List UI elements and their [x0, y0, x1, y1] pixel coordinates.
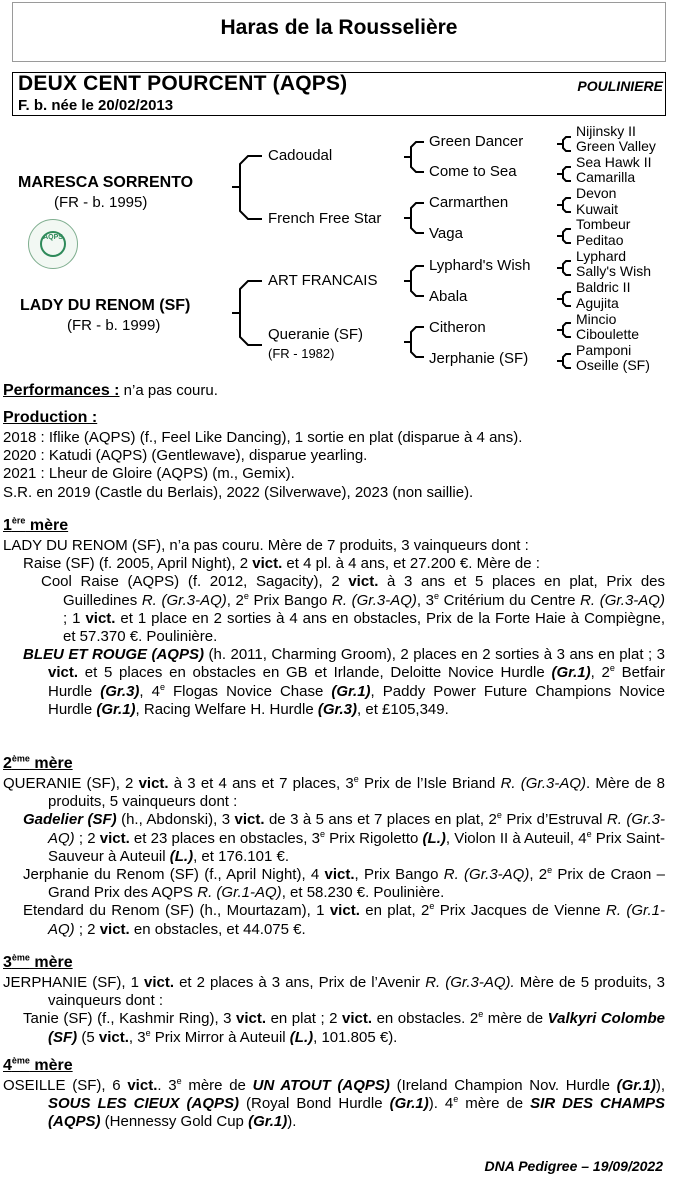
section-mere1-title: 1ère mère — [3, 515, 69, 534]
section-mere4-title: 4ème mère — [3, 1055, 73, 1074]
bracket-queranie — [411, 327, 424, 357]
gen4-14: Ciboulette — [576, 326, 640, 342]
production-line: 2020 : Katudi (AQPS) (Gentlewave), disparue yearling. — [3, 447, 368, 465]
gen4-2: Green Valley — [576, 138, 656, 154]
mere2-queranie: QUERANIE (SF), 2 vict. à 3 et 4 ans et 7 places, 3e Prix de l’Isle Briand R. (Gr.3-AQ). Mère de 8 produits, 5 vainqueurs dont : — [3, 774, 665, 811]
production-label: Production : — [3, 409, 98, 426]
production-line: 2021 : Lheur de Gloire (AQPS) (m., Gemix). — [3, 465, 295, 483]
gen3-7: Citheron — [429, 319, 486, 336]
mere3-tanie: Tanie (SF) (f., Kashmir Ring), 3 vict. en plat ; 2 vict. en obstacles. 2e mère de Valkyri Colombe (SF) (5 vict., 3e Prix Mirror à Auteuil (L.), 101.805 €). — [23, 1009, 665, 1046]
mere1-cool-raise: Cool Raise (AQPS) (f. 2012, Sagacity), 2 vict. à 3 ans et 5 places en plat, Prix des Guilledines R. (Gr.3-AQ), 2e Prix Bango R. (Gr.3-AQ), 3e Critérium du Centre R. (Gr.3-AQ) ; 1 vict. et 1 place en 2 sorties à 4 ans en obstacles, Prix de la Forte Haie à Compiègne, et 57.370 €. Poulinière. — [41, 573, 666, 646]
section-mere3-title: 3ème mère — [3, 952, 73, 971]
gen4-10: Sally's Wish — [576, 263, 652, 279]
section-mere3 — [3, 974, 665, 1047]
gen4-1: Nijinsky II — [576, 123, 636, 139]
aqps-logo-icon: AQPS — [28, 219, 78, 269]
gen2-2: French Free Star — [268, 210, 382, 227]
mere2-gadelier: Gadelier (SF) (h., Abdonski), 3 vict. de 3 à 5 ans et 7 places en plat, 2e Prix d’Estruval R. (Gr.3-AQ) ; 2 vict. et 23 places en obstacles, 3e Prix Rigoletto (L.), Violon II à Auteuil, 4e Prix Saint-Sauveur à Auteuil (L.), et 176.101 €. — [23, 810, 666, 865]
gen4-12: Agujita — [576, 295, 619, 311]
gen3-6: Abala — [429, 288, 468, 305]
bracket-cadoudal — [411, 142, 424, 172]
gen4-7: Tombeur — [576, 216, 631, 232]
gen4-9: Lyphard — [576, 248, 627, 264]
production-line: 2018 : Iflike (AQPS) (f., Feel Like Dancing), 1 sortie en plat (disparue à 4 ans). — [3, 429, 523, 446]
gen4-5: Devon — [576, 185, 617, 201]
mere1-raise: Raise (SF) (f. 2005, April Night), 2 vict. et 4 pl. à 4 ans, et 27.200 €. Mère de : — [23, 555, 540, 573]
gen4-15: Pamponi — [576, 342, 632, 358]
gen4-3: Sea Hawk II — [576, 154, 652, 170]
gen4-4: Camarilla — [576, 169, 636, 185]
gen4-8: Peditao — [576, 232, 624, 248]
mere1-intro: LADY DU RENOM (SF), n’a pas couru. Mère de 7 produits, 3 vainqueurs dont : — [3, 537, 529, 554]
dam-origin: (FR - b. 1999) — [67, 317, 161, 334]
sire-origin: (FR - b. 1995) — [54, 194, 148, 211]
sire-name: MARESCA SORRENTO — [18, 174, 194, 191]
bracket-sire — [240, 156, 262, 219]
horse-name: DEUX CENT POURCENT (AQPS) — [18, 72, 348, 95]
bracket-frenchfree — [411, 203, 424, 233]
gen3-5: Lyphard's Wish — [429, 257, 531, 274]
gen2-4-note: (FR - 1982) — [268, 346, 335, 361]
gen2-1: Cadoudal — [268, 147, 333, 164]
gen2-4: Queranie (SF) — [268, 326, 364, 343]
gen3-8: Jerphanie (SF) — [429, 350, 529, 367]
page-title: Haras de la Rousselière — [220, 16, 458, 39]
mere2-jerphanie-du-renom: Jerphanie du Renom (SF) (f., April Night), 4 vict., Prix Bango R. (Gr.3-AQ), 2e Prix de Craon – Grand Prix des AQPS R. (Gr.1-AQ), et 58.230 €. Poulinière. — [23, 865, 665, 902]
horse-status: POULINIERE — [577, 78, 663, 94]
gen3-2: Come to Sea — [429, 163, 517, 180]
gen3-3: Carmarthen — [429, 194, 509, 211]
performances-text: n’a pas couru. — [119, 382, 218, 399]
gen4-6: Kuwait — [576, 201, 619, 217]
gen3-1: Green Dancer — [429, 133, 524, 150]
mere3-jerphanie: JERPHANIE (SF), 1 vict. et 2 places à 3 ans, Prix de l’Avenir R. (Gr.3-AQ). Mère de 5 produits, 3 vainqueurs dont : — [3, 974, 666, 1010]
production-line: S.R. en 2019 (Castle du Berlais), 2022 (Silverwave), 2023 (non saillie). — [3, 483, 474, 501]
gen2-3: ART FRANCAIS — [268, 272, 378, 289]
horse-description: F. b. née le 20/02/2013 — [18, 97, 174, 114]
section-mere4 — [3, 1077, 665, 1132]
section-mere2 — [3, 775, 665, 939]
production-list — [3, 429, 665, 502]
dam-name: LADY DU RENOM (SF) — [20, 297, 191, 314]
bracket-art — [411, 266, 424, 296]
performances-label: Performances : — [3, 382, 120, 399]
bracket-dam — [240, 281, 262, 345]
gen4-13: Mincio — [576, 311, 617, 327]
section-mere2-title: 2ème mère — [3, 753, 73, 772]
mere1-bleu-et-rouge: BLEU ET ROUGE (AQPS) (h. 2011, Charming Groom), 2 places en 2 sorties à 3 ans en plat ; 3 vict. et 5 places en obstacles en GB et Irlande, Deloitte Novice Hurdle (Gr.1), 2e Betfair Hurdle (Gr.3), 4e Flogas Novice Chase (Gr.1), Paddy Power Future Champions Novice Hurdle (Gr.1), Racing Welfare H. Hurdle (Gr.3), et £105,349. — [23, 646, 665, 718]
mere4-oseille: OSEILLE (SF), 6 vict.. 3e mère de UN ATOUT (AQPS) (Ireland Champion Nov. Hurdle (Gr.1)), SOUS LES CIEUX (AQPS) (Royal Bond Hurdle (Gr.1)). 4e mère de SIR DES CHAMPS (AQPS) (Hennessy Gold Cup (Gr.1)). — [3, 1076, 665, 1131]
performances — [3, 382, 218, 400]
gen4-16: Oseille (SF) — [576, 357, 650, 373]
footer-source: DNA Pedigree – 19/09/2022 — [484, 1158, 663, 1174]
section-mere1 — [3, 537, 665, 719]
mere2-etendard-du-renom: Etendard du Renom (SF) (h., Mourtazam), 1 vict. en plat, 2e Prix Jacques de Vienne R. (Gr.1-AQ) ; 2 vict. en obstacles, et 44.075 €. — [23, 901, 665, 938]
gen4-11: Baldric II — [576, 279, 631, 295]
gen3-4: Vaga — [429, 225, 463, 242]
